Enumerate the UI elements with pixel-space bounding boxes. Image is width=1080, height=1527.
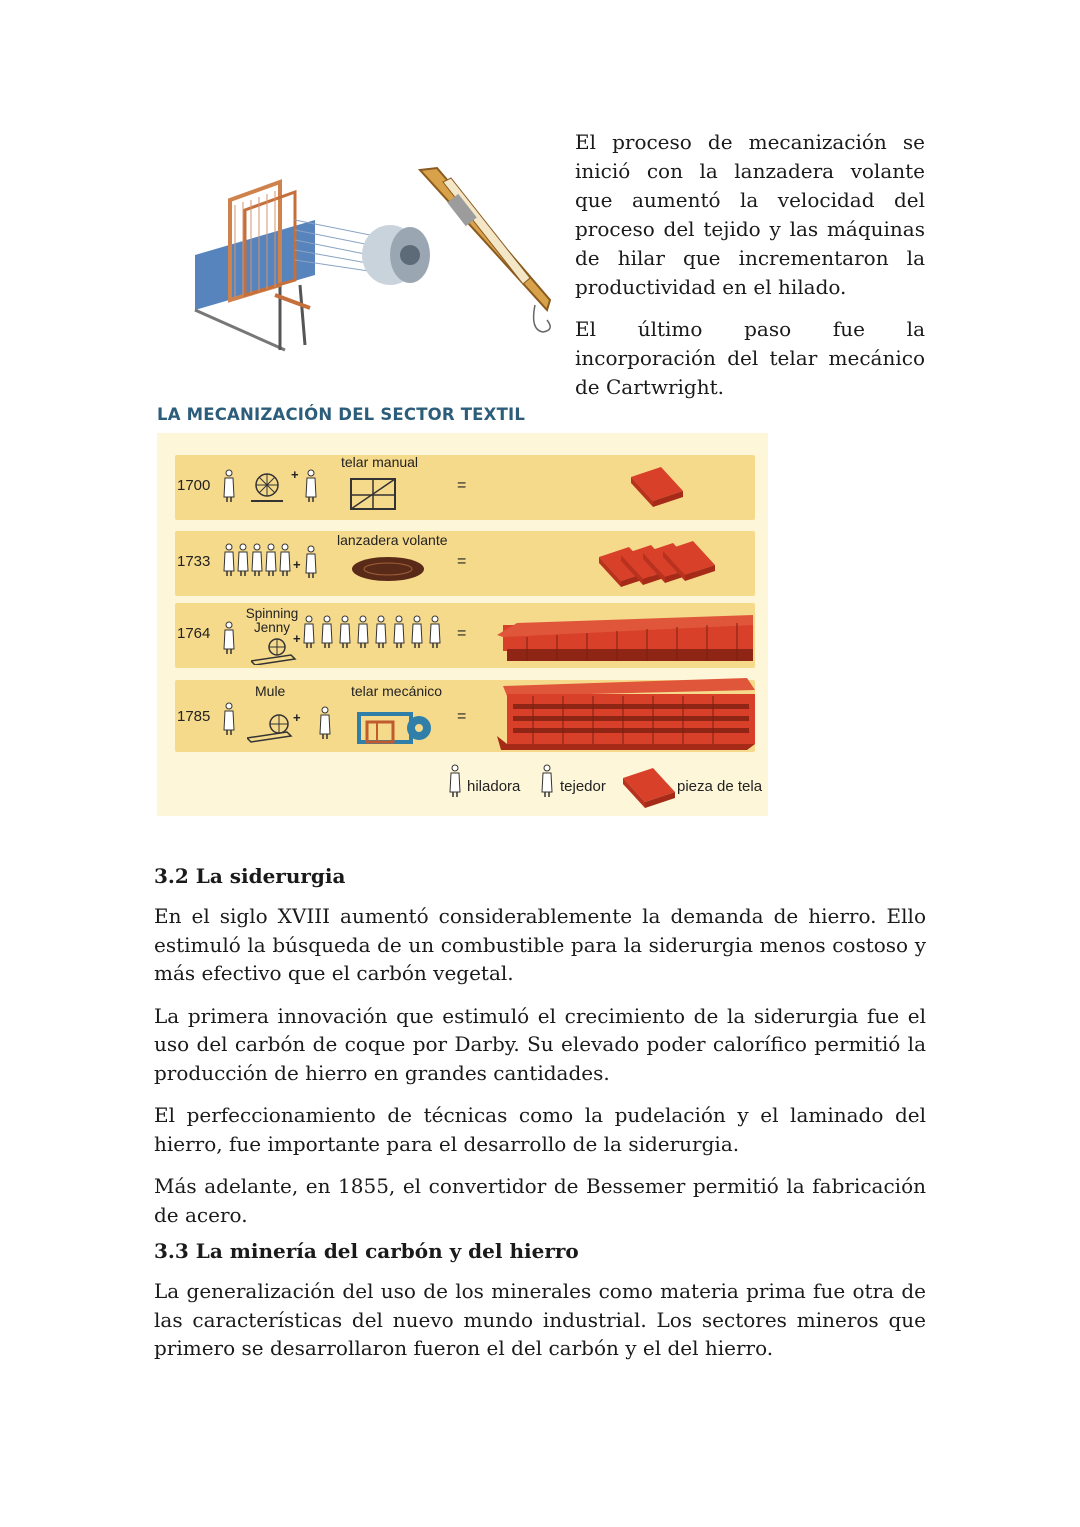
machine-label: telar mecánico: [351, 683, 443, 699]
plus-sign: +: [293, 557, 301, 572]
row-1733: [175, 531, 755, 596]
loom-shuttle-illustration: [185, 160, 555, 370]
weaver-icon: [319, 706, 339, 746]
plus-sign: +: [293, 710, 301, 725]
legend-cloth-label: pieza de tela: [677, 778, 763, 795]
large-cloth-stack-icon: [497, 676, 759, 752]
flying-shuttle-icon: [350, 555, 428, 585]
weaver-icon: [305, 469, 325, 509]
year-label: 1764: [177, 625, 211, 642]
row-1785: [175, 680, 755, 752]
section-paragraph: La generalización del uso de los minerales como materia prima fue otra de las características del nuevo mundo industrial. Los sectores mineros que primero se desarrollaron fueron el del carbón y el del hierro.: [154, 1279, 926, 1360]
section-paragraph: El perfeccionamiento de técnicas como la pudelación y el laminado del hierro, fue importante para el desarrollo de la siderurgia.: [154, 1103, 926, 1156]
hand-loom-icon: [347, 473, 403, 515]
cloth-piece-icon: [631, 467, 691, 511]
equals-sign: =: [457, 553, 467, 570]
spinner-icon: [223, 469, 243, 509]
spinning-wheel-icon: [247, 471, 289, 505]
machine-label: lanzadera volante: [337, 532, 448, 548]
legend-spinner-label: hiladora: [467, 778, 521, 795]
year-label: 1733: [177, 553, 211, 570]
intro-paragraph: El proceso de mecanización se inició con la lanzadera volante que aumentó la velocidad del proceso del tejido y las máquinas de hilar que incrementaron la productividad en el hilado.: [575, 130, 925, 299]
section-paragraph: En el siglo XVIII aumentó considerablemente la demanda de hierro. Ello estimuló la búsqueda de un combustible para la siderurgia menos costoso y más efectivo que el carbón vegetal.: [154, 904, 926, 985]
hand-loom-drawing: [195, 182, 430, 350]
figure-title: LA MECANIZACIÓN DEL SECTOR TEXTIL: [157, 405, 526, 424]
spinner-icon: [223, 621, 243, 661]
section-heading: 3.3 La minería del carbón y del hierro: [154, 1239, 579, 1263]
spinning-jenny-label: Spinning Jenny: [245, 606, 299, 635]
row-1700: [175, 455, 755, 520]
cloth-pieces-icon: [599, 541, 719, 591]
machine-label: telar manual: [341, 454, 419, 470]
section-heading: 3.2 La siderurgia: [154, 864, 346, 888]
year-label: 1785: [177, 708, 211, 725]
plus-sign: +: [291, 467, 299, 482]
body-sections: [154, 862, 926, 1377]
eight-weavers-icon: [303, 615, 453, 659]
flying-shuttle-drawing: [420, 168, 550, 332]
equals-sign: =: [457, 477, 467, 494]
intro-paragraph: El último paso fue la incorporación del telar mecánico de Cartwright.: [575, 317, 925, 399]
power-loom-icon: [355, 704, 435, 746]
spinning-jenny-icon: [251, 637, 297, 665]
section-paragraph: Más adelante, en 1855, el convertidor de Bessemer permitió la fabricación de acero.: [154, 1174, 926, 1227]
four-spinners-icon: [223, 543, 293, 583]
equals-sign: =: [457, 625, 467, 642]
textile-mechanization-infographic: [157, 433, 768, 816]
row-1764: [175, 603, 755, 668]
mule-label: Mule: [255, 683, 286, 699]
weaver-icon: [305, 545, 325, 585]
mule-machine-icon: [247, 710, 297, 744]
year-label: 1700: [177, 477, 211, 494]
many-cloth-pieces-icon: [497, 605, 759, 665]
plus-sign: +: [293, 631, 301, 646]
legend-spinner-icon: [449, 764, 465, 804]
legend-weaver-icon: [541, 764, 557, 804]
spinner-icon: [223, 702, 243, 742]
section-paragraph: La primera innovación que estimuló el crecimiento de la siderurgia fue el uso del carbón de coque por Darby. Su elevado poder calorífico permitió la producción de hierro en grandes cantidades.: [154, 1003, 926, 1085]
equals-sign: =: [457, 708, 467, 725]
intro-text: [575, 128, 925, 415]
legend-cloth-icon: [623, 768, 681, 810]
legend-weaver-label: tejedor: [560, 778, 606, 795]
